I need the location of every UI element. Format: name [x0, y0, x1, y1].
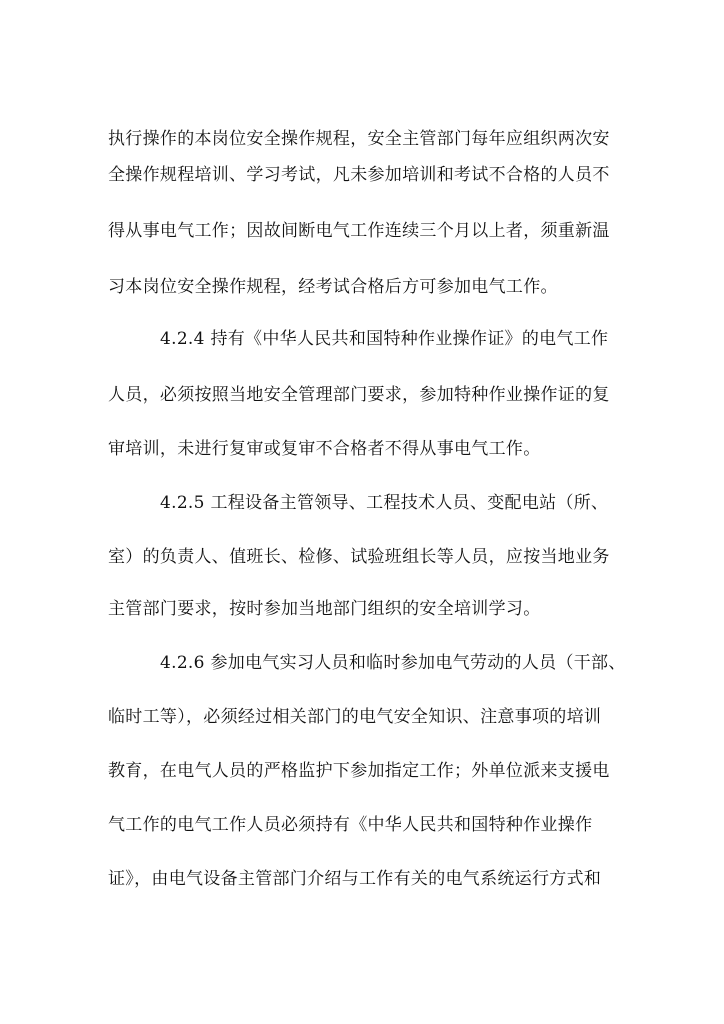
- text-line: 习本岗位安全操作规程，经考试合格后方可参加电气工作。: [108, 277, 558, 297]
- text-line: 主管部门要求，按时参加当地部门组织的安全培训学习。: [108, 599, 541, 619]
- text-line: 教育，在电气人员的严格监护下参加指定工作；外单位派来支援电: [108, 761, 610, 781]
- text-line: 执行操作的本岗位安全操作规程，安全主管部门每年应组织两次安: [108, 129, 610, 149]
- text-line: 4.2.5 工程设备主管领导、工程技术人员、变配电站（所、: [160, 493, 609, 513]
- text-line: 审培训，未进行复审或复审不合格者不得从事电气工作。: [108, 439, 541, 459]
- text-line: 临时工等），必须经过相关部门的电气安全知识、注意事项的培训: [108, 707, 602, 727]
- text-line: 室）的负责人、值班长、检修、试验班组长等人员，应按当地业务: [108, 547, 610, 567]
- text-line: 证》，由电气设备主管部门介绍与工作有关的电气系统运行方式和: [108, 869, 602, 889]
- text-line: 4.2.6 参加电气实习人员和临时参加电气劳动的人员（干部、: [160, 653, 626, 673]
- text-line: 4.2.4 持有《中华人民共和国特种作业操作证》的电气工作: [160, 329, 609, 349]
- text-line: 全操作规程培训、学习考试，凡未参加培训和考试不合格的人员不: [108, 165, 610, 185]
- text-line: 气工作的电气工作人员必须持有《中华人民共和国特种作业操作: [108, 815, 593, 835]
- text-line: 得从事电气工作；因故间断电气工作连续三个月以上者，须重新温: [108, 221, 610, 241]
- text-line: 人员，必须按照当地安全管理部门要求，参加特种作业操作证的复: [108, 385, 610, 405]
